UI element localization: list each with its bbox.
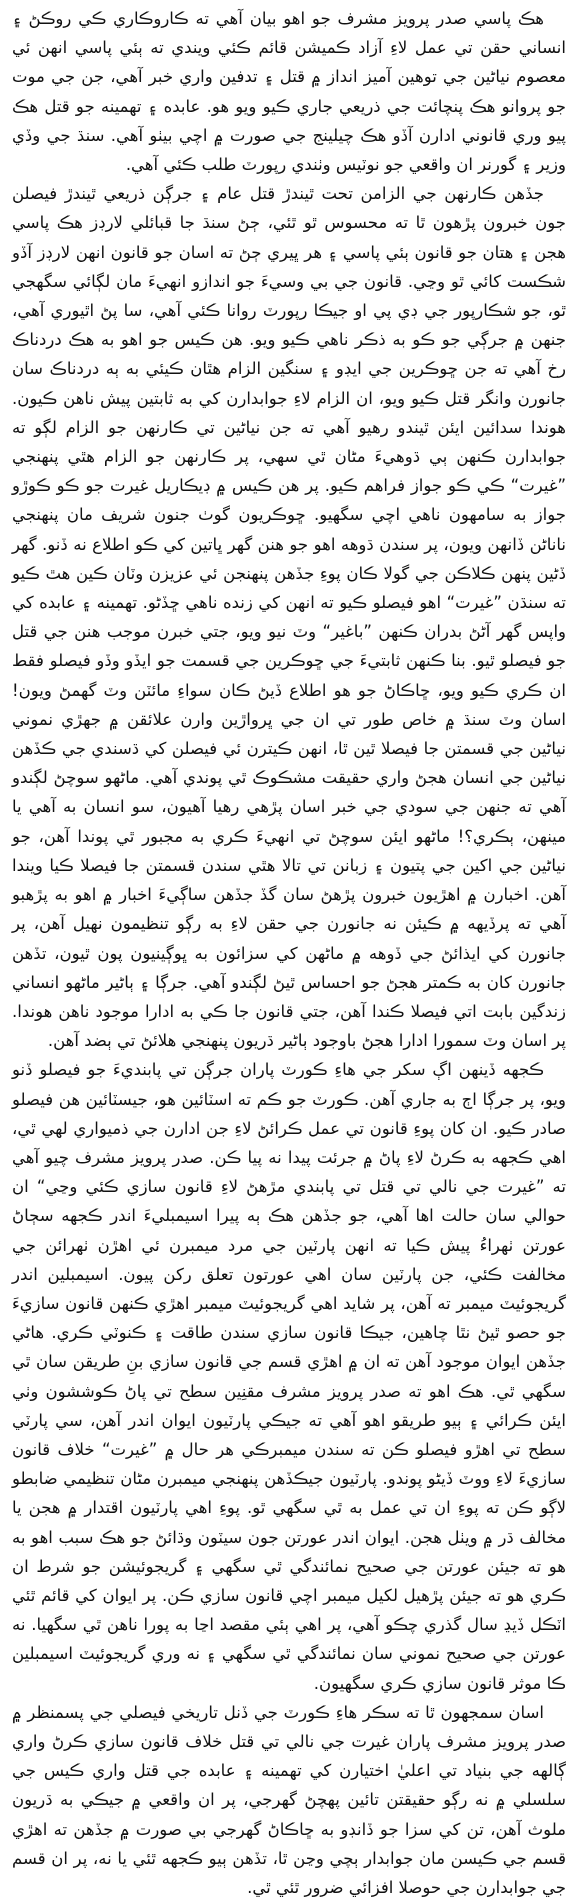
article-paragraph-1: هڪ پاسي صدر پرويز مشرف جو اهو بيان آهي ته ڪاروڪاري ڪي روڪڻ ۽ انساني حقن تي عمل لاءِ آزاد ڪميشن قائم ڪئي ويندي ته ٻئي پاسي انهن ئي معصوم نياڻين جي توهين آميز انداز ۾ قتل ۽ تدفين واري خبر آهي، جن جي موت جو پروانو هڪ پنچائت جي ذريعي جاري ڪيو ويو هو. عابده ۽ تهمينه جو قتل هڪ پيو وري قانوني ادارن آڏو هڪ چيلينج جي صورت ۾ اچي بيٺو آهي. سنڌ جي وڏي وزير ۽ گورنر ان واقعي جو نوٽيس وٺندي رپورٽ طلب ڪئي آهي. [12, 9, 566, 175]
article-paragraph-3: ڪجهه ڏينهن اڳ سکر جي هاءِ ڪورٽ پاران جرڳن تي پابنديءَ جو فيصلو ڏنو ويو، پر جرڳا اڄ به جاري آهن. ڪورٽ جو ڪم ته اسٽائين هو، جيسٽائين هن فيصلو صادر ڪيو. ان کان پوءِ قانون تي عمل ڪرائڻ لاءِ جن ادارن جي ذميواري لهي ٿي، اهي ڪجهه به ڪرڻ لاءِ پاڻ ۾ جرئت پيدا نه پيا ڪن. صدر پرويز مشرف چيو آهي ته ”غيرت جي نالي تي قتل تي پابندي مڙهڻ لاءِ قانون سازي ڪئي وڃي“ ان حوالي سان حالت اها آهي، جو جڏهن هڪ ٻه پيرا اسيمبليءَ اندر ڪجهه سڄاڻ عورتن ٺهراءُ پيش ڪيا ته انهن پارٽين جي مرد ميمبرن ئي اهڙن ٺهرائن جي مخالفت ڪئي، جن پارٽين سان اهي عورتون تعلق رکن پيون. اسيمبلين اندر گريجوئيٽ ميمبر ته آهن، پر شايد اهي گريجوئيٽ ميمبر اهڙي ڪنهن قانون سازيءَ جو حصو ٿيڻ نٿا چاهين، جيڪا قانون سازي سندن طاقت ۽ ڪنوٽي ڪري. هاڻي جڏهن ايوان موجود آهن ته ان ۾ اهڙي قسم جي قانون سازي بنِ طريقن سان ٿي سگهي ٿي. هڪ اهو ته صدر پرويز مشرف مقنِين سطح تي پاڻ ڪوششون وٺي ايئن ڪرائي ۽ ٻيو طريقو اهو آهي ته جيڪي پارٽيون ايوان اندر آهن، سي پارٽي سطح تي اهڙو فيصلو ڪن ته سندن ميمبرڪي هر حال ۾ ”غيرت“ خلاف قانون سازيءَ لاءِ ووٽ ڏيڻو پوندو. پارٽيون جيڪڏهن پنهنجي ميمبرن مڻان تنظيمي ضابطو لاڳو ڪن ته پوءِ ان تي عمل به ٿي سگهي ٿو. پوءِ اهي پارٽيون اقتدار ۾ هجن يا مخالف ڌر ۾ ويٺل هجن. ايوان اندر عورتن جون سيٽون وڌائڻ جو هڪ سبب اهو به هو ته جيئن عورتن جي صحيح نمائندگي ٿي سگهي ۽ گريجوئيشن جو شرط ان ڪري هو ته جيئن پڙهيل لکيل ميمبر اچي قانون سازي ڪن. پر ايوان کي قائم ٿئي اٽڪل ڏيڍ سال گذري چڪو آهي، پر اهي ٻئي مقصد اڃا به پورا ناهن ٿي سگهيا. نه عورتن جي صحيح نموني سان نمائندگي ٿي سگهي ۽ نه وري گريجوئيٽ اسيمبلين ڪا موثر قانون سازي ڪري سگهيون. [12, 1060, 566, 1693]
article-paragraph-4: اسان سمجهون ٿا ته سڪر هاءِ ڪورٽ جي ڏنل تاريخي فيصلي جي پسمنظر ۾ صدر پرويز مشرف پاران غيرت جي نالي تي قتل خلاف قانون سازي ڪرڻ واري ڳالهه جي بنياد تي اعليٰ اختيارن کي تهمينه ۽ عابده جي قتل واري ڪيس جي سلسلي ۾ نه رڳو حقيقتن تائين پهچڻ گهرجي، پر ان واقعي ۾ جيڪي به ڌريون ملوث آهن، تن کي سزا جو ڏانڊو به ڇاڪاڻ گهرجي بي صورت ۾ جڏهن ته اهڙي قسم جي ڪيسن مان جوابدار ٻچي وڃن ٿا، تڏهن ٻيو ڪجهه ٿئي يا نه، پر ان قسم جي جوابدارن جي حوصلا افزائي ضرور ٿئي ٿي. [12, 1702, 566, 1897]
article-paragraph-2: جڏهن ڪارنهن جي الزامن تحت ٿيندڙ قتل عام ۽ جرڳن ذريعي ٿيندڙ فيصلن جون خبرون پڙهون ٿا ته محسوس ٿو ٿئي، ڄڻ سنڌ جا قبائلي لارڊز هڪ پاسي هجن ۽ هتان جو قانون ٻئي پاسي ۽ هر ڀيري ڄڻ ته اسان جو قانون انهن لارڊز آڏو شڪست کائي ٿو وڃي. قانون جي بي وسيءَ جو اندازو انهيءَ مان لڳائي سگهجي ٿو، جو شڪارپور جي ڊي پي او جيڪا رپورٽ روانا ڪئي آهي، سا پڻ اٿيوري آهي، جنهن ۾ جرڳي جو ڪو به ذڪر ناهي ڪيو ويو. هن ڪيس جو اهو به هڪ دردناڪ رخ آهي ته جن ڇوڪرين جي ايڊو ۽ سنگين الزام هٿان ڪيئي به ٻه دردناڪ سان جانورن وانگر قتل ڪيو ويو، ان الزام لاءِ جوابدارن کي به ثابتين پيش ناهن ڪيون. هوندا سدائين ايئن ٿيندو رهيو آهي ته جن نياڻين تي ڪارنهن جو الزام لڳو ته جوابدارن ڪنهن ٻي ڌوهيءَ مڻان ٿي سهي، پر ڪارنهن جو الزام هٿي پنهنجي ”غيرت“ ڪي ڪو جواز فراهم ڪيو. پر هن ڪيس ۾ ڊيڪاريل غيرت جو ڪو ڪوڙو جواز به سامهون ناهي اچي سگهيو. ڇوڪريون گوٺ جنون شريف مان پنهنجي ناناڻن ڏانهن ويون، پر سندن ڌوهه اهو جو هنن گهر ڀاتين کي ڪو اطلاع نه ڏنو. گهر ڏڻين پنهن ڪلاڪن جي گولا ڪان پوءِ جڏهن پنهنجن ئي عزيزن وٽان ڪين هٿ ڪيو ته سنڌن ”غيرت“ اهو فيصلو ڪيو ته انهن کي زنده ناهي ڇڏڻو. تهمينه ۽ عابده کي واپس گهر آڻڻ بدران ڪنهن ”باغير“ وٽ نيو ويو، جتي خبرن موجب هنن جي قتل جو فيصلو ٿيو. بنا ڪنهن ثابتيءَ جي ڇوڪرين جي قسمت جو ايڏو وڏو فيصلو فقط ان ڪري ڪيو ويو، ڇاڪاڻ جو هو اطلاع ڏيڻ ڪان سواءِ مائٽن وٽ گهمڻ ويون! اسان وٽ سنڌ ۾ خاص طور تي ان جي ڀرواڙين وارن علائقن ۾ جهڙي نموني نياڻين جي قسمتن جا فيصلا ٿين ٿا، انهن ڪيترن ئي فيصلن کي ڌسندي جي ڪڏهن نياڻين جي انسان هجڻ واري حقيقت مشڪوڪ ٿي پوندي آهي. ماڻهو سوچڻ لڳندو آهي ته جنهن جي سودي جي خبر اسان پڙهي رهيا آهيون، سو انسان به آهي يا مينهن، ٻڪري؟! ماڻهو ايئن سوچڻ تي انهيءَ ڪري به مجبور ٿي پوندا آهن، جو نياڻين جي اکين جي پتيون ۽ زبانن تي تالا هٿي سندن قسمتن جا فيصلا ڪيا ويندا آهن. اخبارن ۾ اهڙيون خبرون پڙهڻ سان گڏ جڏهن ساڳيءَ اخبار ۾ اهو به پڙهبو آهي ته پرڏيهه ۾ ڪيئن نه جانورن جي حقن لاءِ به رڳو تنظيمون نهيل آهن، پر جانورن کي ايذائڻ جي ڏوهه ۾ ماڻهن کي سزائون به ڀوڳينيون پون ٿيون، تڏهن جانورن کان به ڪمتر هجڻ جو احساس ٿيڻ لڳندو آهي. جرڳا ۽ ٻاڻير ماڻهو انساني زندگين بابت اتي فيصلا ڪندا آهن، جتي قانون جا ڪي به ادارا موجود ناهن هوندا. پر اسان وٽ سمورا ادارا هجڻ باوجود ٻاڻير ڌريون پنهنجي هلائڻ تي ٻضد آهن. [12, 184, 566, 1051]
